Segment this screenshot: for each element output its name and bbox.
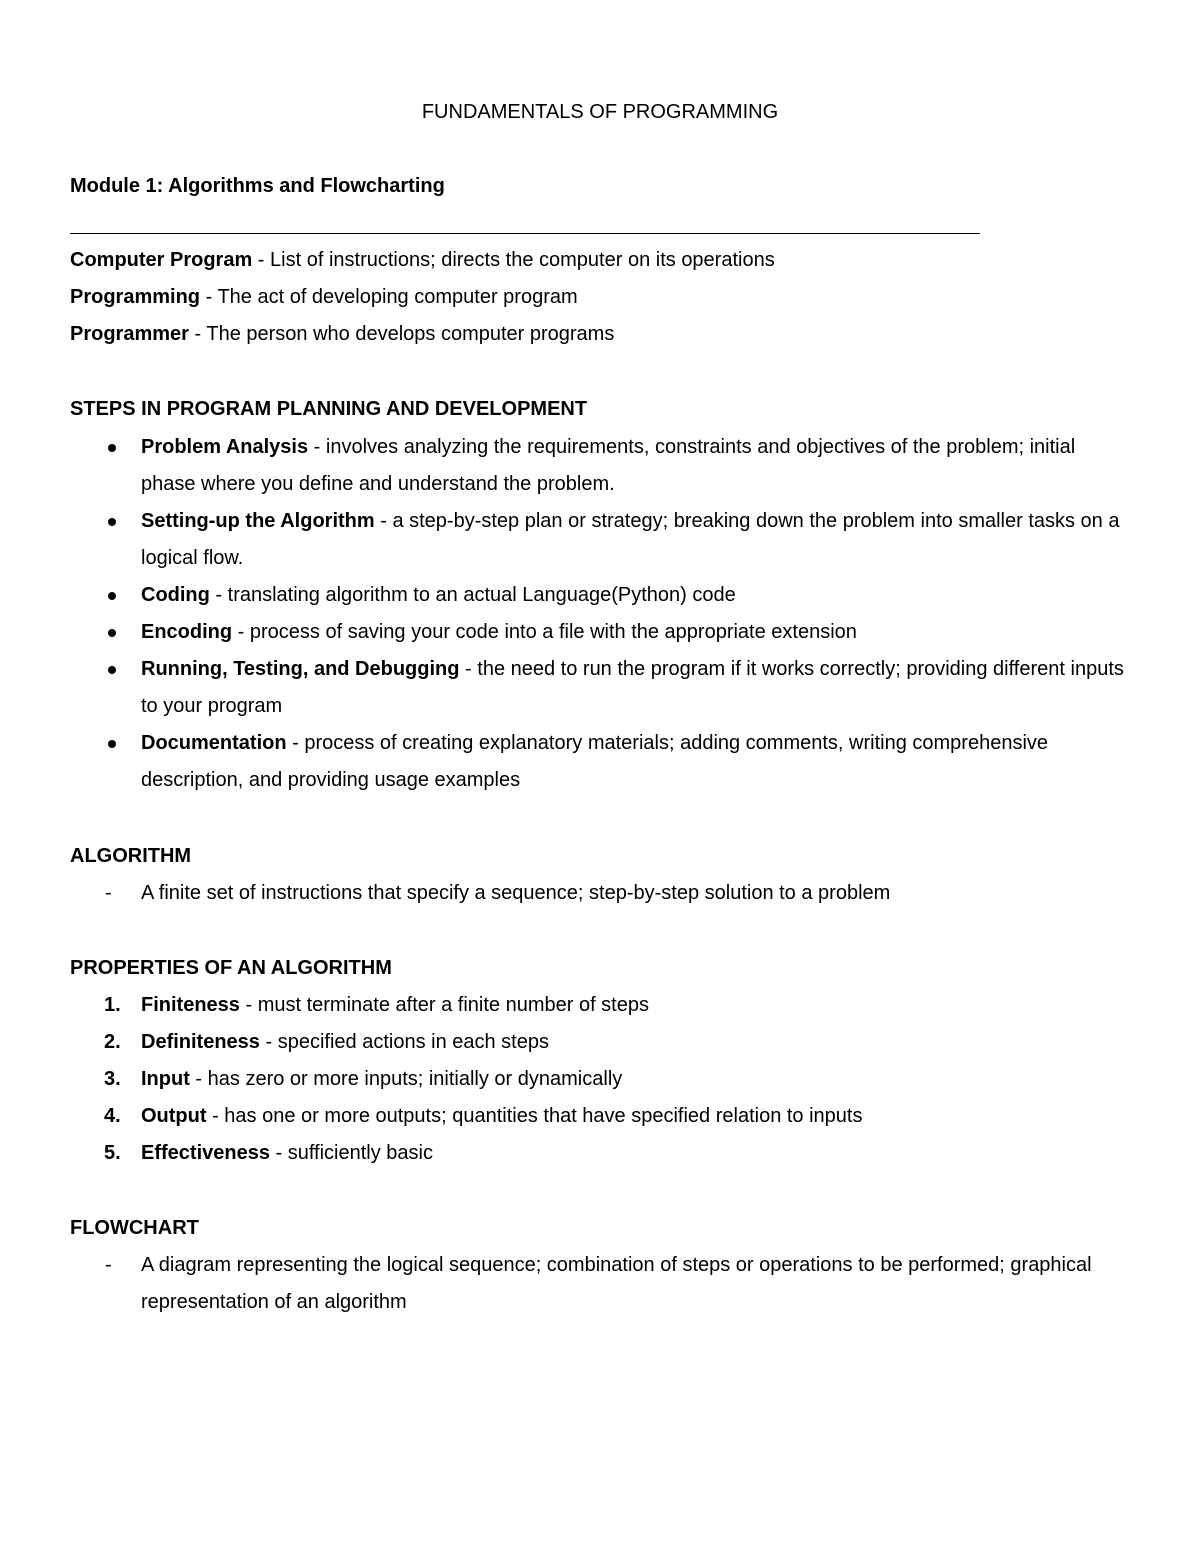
bullet-icon — [108, 592, 116, 600]
list-item — [70, 577, 1130, 614]
step-desc: - process of creating explanatory materials; adding comments, writing comprehensive description, and providing usage examples — [141, 732, 1049, 791]
flowchart-text: A diagram representing the logical sequence; combination of steps or operations to be performed; graphical representation of an algorithm — [141, 1254, 1092, 1313]
definitions-block — [70, 242, 1130, 353]
bullet-icon — [108, 518, 116, 526]
step-desc: - process of saving your code into a file with the appropriate extension — [232, 621, 857, 643]
list-item — [70, 503, 1130, 577]
step-term: Documentation — [141, 732, 287, 754]
definition-desc: - The act of developing computer program — [200, 286, 578, 308]
list-item — [70, 1247, 1130, 1321]
step-term: Running, Testing, and Debugging — [141, 658, 460, 680]
bullet-icon — [108, 740, 116, 748]
page-title: FUNDAMENTALS OF PROGRAMMING — [421, 101, 779, 123]
algorithm-heading: ALGORITHM — [70, 845, 192, 867]
definition-term: Computer Program — [70, 249, 253, 271]
step-term: Setting-up the Algorithm — [141, 510, 375, 532]
list-item — [70, 725, 1130, 799]
definition-term: Programmer — [70, 323, 189, 345]
property-desc: - must terminate after a finite number of steps — [239, 994, 649, 1016]
list-item — [70, 1061, 1130, 1098]
list-item — [70, 987, 1130, 1024]
definition-item — [70, 242, 1130, 279]
item-number: 2. — [104, 1031, 121, 1053]
steps-heading: STEPS IN PROGRAM PLANNING AND DEVELOPMENT — [70, 398, 588, 420]
algorithm-list — [70, 875, 1130, 912]
step-desc: - involves analyzing the requirements, constraints and objectives of the problem; initial phase where you define and understand the problem. — [141, 436, 1076, 495]
property-desc: - has one or more outputs; quantities that have specified relation to inputs — [206, 1105, 863, 1127]
definition-desc: - The person who develops computer programs — [188, 323, 615, 345]
list-item — [70, 875, 1130, 912]
dash-marker: - — [105, 882, 112, 904]
item-number: 1. — [104, 994, 121, 1016]
algorithm-text: A finite set of instructions that specify a sequence; step-by-step solution to a problem — [141, 882, 891, 904]
step-desc: - translating algorithm to an actual Language(Python) code — [209, 584, 736, 606]
step-desc: - the need to run the program if it works correctly; providing different inputs to your program — [141, 658, 1124, 717]
definition-item — [70, 316, 1130, 353]
list-item — [70, 1024, 1130, 1061]
step-term: Problem Analysis — [141, 436, 309, 458]
property-desc: - specified actions in each steps — [259, 1031, 549, 1053]
property-desc: - has zero or more inputs; initially or dynamically — [189, 1068, 623, 1090]
item-number: 3. — [104, 1068, 121, 1090]
property-term: Finiteness — [141, 994, 240, 1016]
definition-term: Programming — [70, 286, 201, 308]
property-term: Effectiveness — [141, 1142, 270, 1164]
property-term: Definiteness — [141, 1031, 260, 1053]
item-number: 4. — [104, 1105, 121, 1127]
bullet-icon — [108, 629, 116, 637]
item-number: 5. — [104, 1142, 121, 1164]
properties-heading: PROPERTIES OF AN ALGORITHM — [70, 957, 392, 979]
property-term: Output — [141, 1105, 207, 1127]
module-title: Module 1: Algorithms and Flowcharting — [70, 175, 445, 197]
list-item — [70, 1098, 1130, 1135]
definition-desc: - List of instructions; directs the computer on its operations — [252, 249, 775, 271]
flowchart-list — [70, 1247, 1130, 1321]
steps-list — [70, 429, 1130, 799]
step-term: Coding — [141, 584, 210, 606]
list-item — [70, 1135, 1130, 1172]
bullet-icon — [108, 444, 116, 452]
properties-list — [70, 987, 1130, 1172]
list-item — [70, 429, 1130, 503]
flowchart-heading: FLOWCHART — [70, 1217, 199, 1239]
dash-marker: - — [105, 1254, 112, 1276]
bullet-icon — [108, 666, 116, 674]
property-desc: - sufficiently basic — [269, 1142, 433, 1164]
divider-line — [70, 233, 980, 234]
list-item — [70, 614, 1130, 651]
list-item — [70, 651, 1130, 725]
definition-item — [70, 279, 1130, 316]
step-desc: - a step-by-step plan or strategy; breaking down the problem into smaller tasks on a logical flow. — [141, 510, 1120, 569]
step-term: Encoding — [141, 621, 233, 643]
property-term: Input — [141, 1068, 190, 1090]
